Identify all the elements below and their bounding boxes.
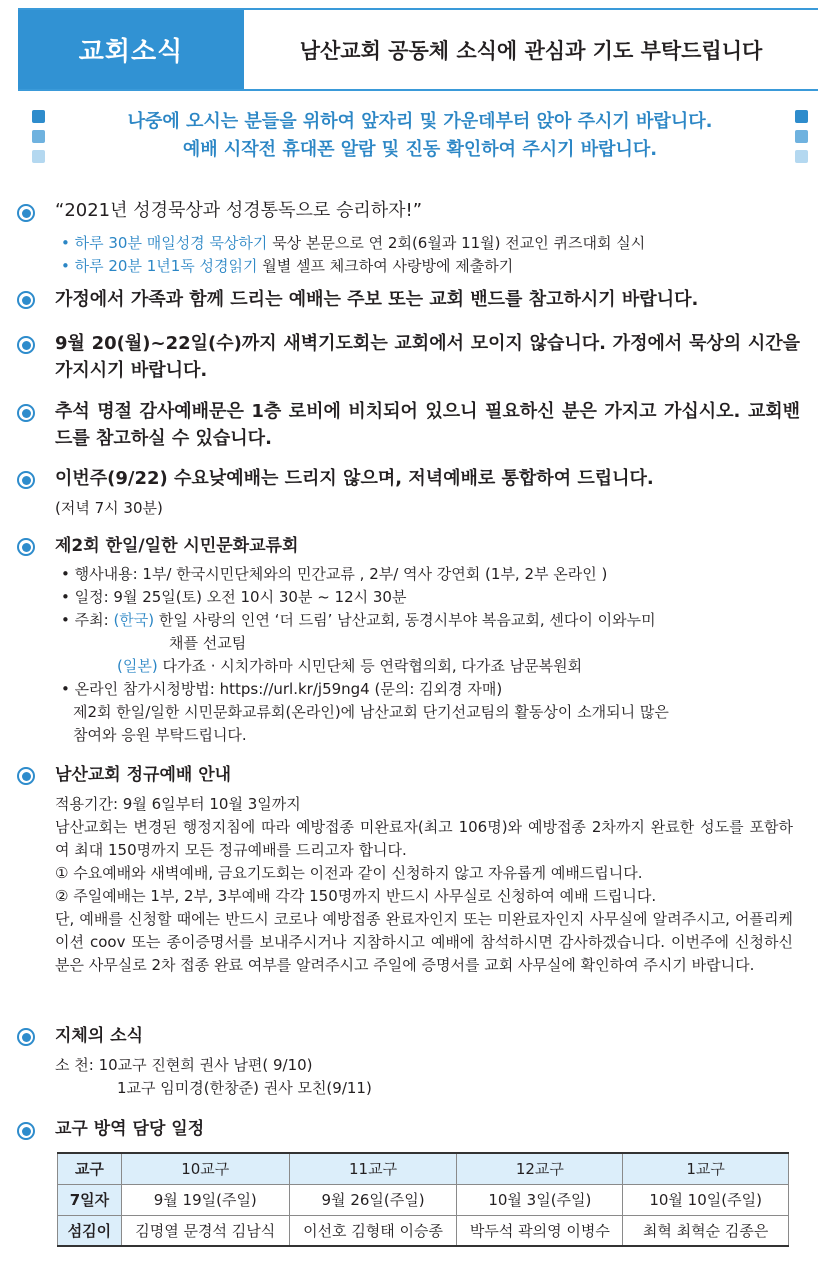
exchange-item [55,533,800,747]
regular-worship-item [55,762,793,977]
table-header-cell: 교구 [58,1153,122,1184]
square-icon [32,150,45,163]
schedule-table [57,1152,789,1247]
table-row [58,1215,789,1246]
bullet-icon [17,404,35,422]
exchange-japan-text: 다가죠 · 시치가하마 시민단체 등 연락협의회, 다가죠 남문복원회 [162,657,583,675]
bullet-icon [17,291,35,309]
bullet-icon [17,538,35,556]
members-line1: 소 천: 10교구 진현희 권사 남편( 9/10) [55,1056,313,1074]
wednesday-title: 이번주(9/22) 수요낮예배는 드리지 않으며, 저녁예배로 통합하여 드립니다. [55,468,654,489]
table-header-cell: 12교구 [457,1153,623,1184]
members-line2: 1교구 임미경(한창준) 권사 모친(9/11) [117,1079,372,1097]
exchange-title: 제2회 한일/일한 시민문화교류회 [55,536,299,556]
bullet-icon [17,204,35,222]
notice-line-2: 예배 시작전 휴대폰 알람 및 진동 확인하여 주시기 바랍니다. [182,139,658,160]
bullet-icon [17,336,35,354]
table-header-cell: 10교구 [121,1153,289,1184]
bible-sub1-label: • 하루 30분 매일성경 묵상하기 [61,234,268,252]
wednesday-item [55,465,800,520]
regular-title: 남산교회 정규예배 안내 [55,765,232,785]
square-icon [32,130,45,143]
notice-line-1: 나중에 오시는 분들을 위하여 앞자리 및 가운데부터 앉아 주시기 바랍니다. [127,111,713,132]
bible-sub1-text: 묵상 본문으로 연 2회(6월과 11월) 전교인 퀴즈대회 실시 [272,234,646,252]
table-cell: 박두석 곽의영 이병수 [457,1215,623,1246]
exchange-content: • 행사내용: 1부/ 한국시민단체와의 민간교류 , 2부/ 역사 강연회 (1부, 2부 온라인 ) [61,565,608,583]
header-subtitle: 남산교회 공동체 소식에 관심과 기도 부탁드립니다 [299,38,763,63]
square-icon [795,110,808,123]
regular-p4: 단, 예배를 신청할 때에는 반드시 코로나 예방접종 완료자인지 또는 미완료자인지 사무실에 알려주시고, 어플리케이션 coov 또는 종이증명서를 보내주시거나 지참하시고 예배에 참석하시면 감사하겠습니다. 이번주에 신청하신 분은 사무실로 2차 접종 완료 여부를 알려주시고 주일에 증명서를 교회 사무실에 확인하여 주시기 바랍니다. [55,910,793,974]
section-title: 교회소식 [18,10,244,89]
members-item [55,1023,800,1100]
members-title: 지체의 소식 [55,1026,144,1046]
header-bar [18,8,818,91]
exchange-host-label: • 주최: [61,611,109,629]
table-cell: 9월 19일(주일) [121,1184,289,1215]
bullet-icon [17,767,35,785]
table-row-label: 섬김이 [58,1215,122,1246]
table-header-cell: 11교구 [289,1153,457,1184]
bible-item [55,197,800,278]
exchange-note1: 제2회 한일/일한 시민문화교류회(온라인)에 남산교회 단기선교팀의 활동상이 소개되니 많은 [73,703,669,721]
regular-p3: ② 주일예배는 1부, 2부, 3부예배 각각 150명까지 반드시 사무실로 신청하여 예배 드립니다. [55,887,657,905]
regular-period: 적용기간: 9월 6일부터 10월 3일까지 [55,795,301,813]
bullet-icon [17,1122,35,1140]
bullet-icon [17,471,35,489]
table-row-label: 7일자 [58,1184,122,1215]
square-icon [795,130,808,143]
table-row [58,1184,789,1215]
square-icon [795,150,808,163]
table-cell: 이선호 김형태 이승종 [289,1215,457,1246]
table-header-cell: 1교구 [623,1153,789,1184]
bible-title: “2021년 성경묵상과 성경통독으로 승리하자!” [55,200,423,221]
square-icon [32,110,45,123]
table-cell: 10월 3일(주일) [457,1184,623,1215]
table-cell: 최혁 최혁순 김종은 [623,1215,789,1246]
chuseok-item: 추석 명절 감사예배문은 1층 로비에 비치되어 있으니 필요하신 분은 가지고 가십시오. 교회밴드를 참고하실 수 있습니다. [55,401,800,449]
regular-p1: 남산교회는 변경된 행정지침에 따라 예방접종 미완료자(최고 106명)와 예방접종 2차까지 완료한 성도를 포함하여 최대 150명까지 모든 정규예배를 드리고자 합니다. [55,818,793,859]
schedule-title: 교구 방역 담당 일정 [55,1119,205,1139]
exchange-online: • 온라인 참가시청방법: https://url.kr/j59ng4 (문의: 김외경 자매) [61,680,503,698]
table-row [58,1153,789,1184]
exchange-date: • 일정: 9월 25일(토) 오전 10시 30분 ~ 12시 30분 [61,588,407,606]
exchange-korea-text2: 채플 선교팀 [169,634,247,652]
table-cell: 10월 10일(주일) [623,1184,789,1215]
wednesday-time: (저녁 7시 30분) [55,499,163,517]
dawn-prayer-item: 9월 20(월)~22일(수)까지 새벽기도회는 교회에서 모이지 않습니다. 가정에서 묵상의 시간을 가지시기 바랍니다. [55,333,800,381]
bullet-icon [17,1028,35,1046]
bible-sub2-text: 월별 셀프 체크하여 사랑방에 제출하기 [262,257,514,275]
exchange-korea-text: 한일 사랑의 인연 ‘더 드림’ 남산교회, 동경시부야 복음교회, 센다이 이와누미 [158,611,656,629]
notice-box [30,108,810,170]
family-worship-item: 가정에서 가족과 함께 드리는 예배는 주보 또는 교회 밴드를 참고하시기 바랍니다. [55,289,699,310]
table-cell: 9월 26일(주일) [289,1184,457,1215]
exchange-note2: 참여와 응원 부탁드립니다. [73,726,247,744]
table-cell: 김명열 문경석 김남식 [121,1215,289,1246]
bible-sub2-label: • 하루 20분 1년1독 성경읽기 [61,257,258,275]
exchange-japan-label: (일본) [117,657,158,675]
exchange-korea-label: (한국) [113,611,155,629]
regular-p2: ① 수요예배와 새벽예배, 금요기도회는 이전과 같이 신청하지 않고 자유롭게 예배드립니다. [55,864,643,882]
